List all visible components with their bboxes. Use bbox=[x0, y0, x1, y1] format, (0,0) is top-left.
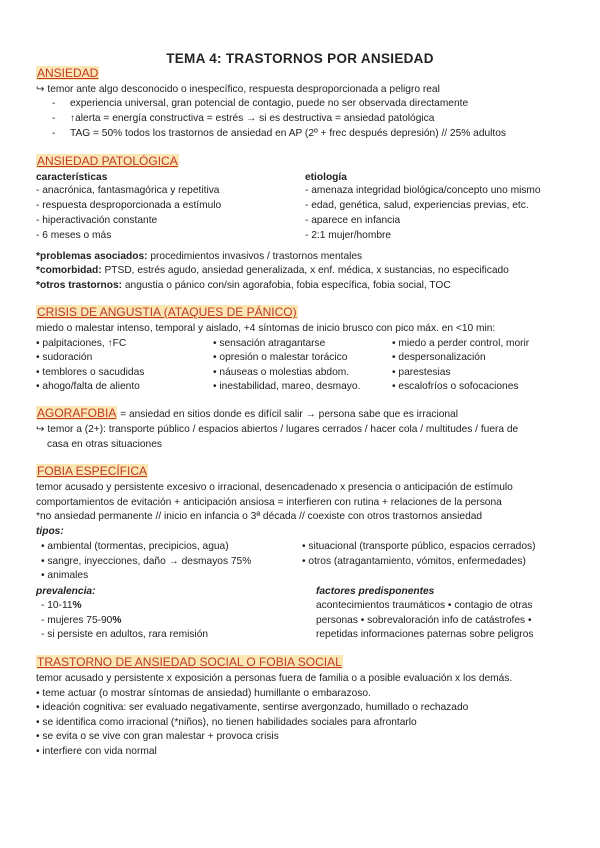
tipo-item: • animales bbox=[41, 570, 89, 581]
factores-line: repetidas informaciones paternas sobre peligros bbox=[316, 629, 534, 640]
ansiedad-bullet: ↑alerta = energía constructiva = estrés → si es destructiva = ansiedad patológica bbox=[70, 113, 435, 124]
dash-marker: - bbox=[52, 128, 56, 139]
ansiedad-bullet: experiencia universal, gran potencial de contagio, puede no ser observada directamente bbox=[70, 98, 469, 109]
dash-marker: - bbox=[52, 113, 56, 124]
social-line: • ideación cognitiva: ser evaluado negativamente, sentirse avergonzado, humillado o rechazado bbox=[36, 702, 469, 713]
symptom-item: • parestesias bbox=[392, 367, 451, 378]
prevalencia-item: - 10-11% bbox=[41, 600, 82, 611]
etiologia-item: - amenaza integridad biológica/concepto uno mismo bbox=[305, 185, 541, 196]
symptom-item: • miedo a perder control, morir bbox=[392, 338, 530, 349]
agorafobia-line: ↪ temor a (2+): transporte público / espacios abiertos / lugares cerrados / hacer cola / multitudes / fuera de bbox=[36, 424, 519, 435]
caracteristicas-item: - anacrónica, fantasmagórica y repetitiva bbox=[36, 185, 220, 196]
symptom-item: • ahogo/falta de aliento bbox=[36, 381, 140, 392]
symptom-item: • inestabilidad, mareo, desmayo. bbox=[213, 381, 361, 392]
tipo-item: • ambiental (tormentas, precipicios, agua) bbox=[41, 541, 229, 552]
dash-marker: - bbox=[52, 98, 56, 109]
symptom-item: • palpitaciones, ↑FC bbox=[36, 338, 127, 349]
symptom-item: • despersonalización bbox=[392, 352, 486, 363]
etiologia-title: etiología bbox=[305, 172, 347, 183]
prevalencia-item: - mujeres 75-90% bbox=[41, 615, 122, 626]
symptom-item: • opresión o malestar torácico bbox=[213, 352, 348, 363]
heading-ansiedad-patologica: ANSIEDAD PATOLÓGICA bbox=[37, 154, 178, 168]
note-comorbidad: *comorbidad: PTSD, estrés agudo, ansiedad generalizada, x enf. médica, x sustancias, no especificado bbox=[36, 265, 509, 276]
etiologia-item: - edad, genética, salud, experiencias previas, etc. bbox=[305, 200, 529, 211]
crisis-intro: miedo o malestar intenso, temporal y aislado, +4 síntomas de inicio brusco con pico máx. en <10 min: bbox=[36, 323, 496, 334]
heading-fobia-especifica: FOBIA ESPECÍFICA bbox=[37, 464, 148, 478]
prevalencia-item: - si persiste en adultos, rara remisión bbox=[41, 629, 209, 640]
note-otros: *otros trastornos: angustia o pánico con/sin agorafobia, fobia específica, fobia social, TOC bbox=[36, 280, 451, 291]
fobia-line: comportamientos de evitación + anticipación ansiosa = interfieren con rutina + relaciones de la persona bbox=[36, 497, 502, 508]
social-line: • interfiere con vida normal bbox=[36, 746, 157, 757]
etiologia-item: - 2:1 mujer/hombre bbox=[305, 230, 392, 241]
symptom-item: • escalofríos o sofocaciones bbox=[392, 381, 519, 392]
heading-ansiedad: ANSIEDAD bbox=[37, 66, 99, 80]
caracteristicas-title: características bbox=[36, 172, 108, 183]
caracteristicas-item: - respuesta desproporcionada a estímulo bbox=[36, 200, 222, 211]
tipos-label: tipos: bbox=[36, 526, 64, 537]
page-title: TEMA 4: TRASTORNOS POR ANSIEDAD bbox=[166, 51, 434, 66]
fobia-line: temor acusado y persistente excesivo o irracional, desencadenado x presencia o anticipación de estímulo bbox=[36, 482, 513, 493]
social-line: • se identifica como irracional (*niños), no tienen habilidades sociales para afrontarlo bbox=[36, 717, 417, 728]
tipo-item: • situacional (transporte público, espacios cerrados) bbox=[302, 541, 536, 552]
symptom-item: • sensación atragantarse bbox=[213, 338, 326, 349]
fobia-line: *no ansiedad permanente // inicio en infancia o 3ª década // coexiste con otros trastornos ansiedad bbox=[36, 511, 483, 522]
caracteristicas-item: - hiperactivación constante bbox=[36, 215, 158, 226]
social-line: • se evita o se vive con gran malestar + provoca crisis bbox=[36, 731, 279, 742]
symptom-item: • sudoración bbox=[36, 352, 93, 363]
tipo-item: • otros (atragantamiento, vómitos, enfermedades) bbox=[302, 556, 526, 567]
social-line: temor acusado y persistente x exposición a personas fuera de familia o a posible evaluación x los demás. bbox=[36, 673, 513, 684]
factores-line: personas • sobrevaloración info de catástrofes • bbox=[316, 615, 532, 626]
symptom-item: • temblores o sacudidas bbox=[36, 367, 145, 378]
agorafobia-heading-line: AGORAFOBIA = ansiedad en sitios donde es difícil salir → persona sabe que es irracional bbox=[37, 406, 458, 420]
agorafobia-line: casa en otras situaciones bbox=[47, 439, 162, 450]
prevalencia-label: prevalencia: bbox=[36, 586, 96, 597]
note-problemas: *problemas asociados: procedimientos invasivos / trastornos mentales bbox=[36, 251, 363, 262]
tipo-item: • sangre, inyecciones, daño → desmayos 75% bbox=[41, 556, 252, 567]
factores-label: factores predisponentes bbox=[316, 586, 435, 597]
caracteristicas-item: - 6 meses o más bbox=[36, 230, 112, 241]
heading-ansiedad-social: TRASTORNO DE ANSIEDAD SOCIAL O FOBIA SOCIAL bbox=[37, 655, 342, 669]
heading-crisis-angustia: CRISIS DE ANGUSTIA (ATAQUES DE PÁNICO) bbox=[37, 305, 297, 319]
symptom-item: • náuseas o molestias abdom. bbox=[213, 367, 350, 378]
ansiedad-intro: ↪ temor ante algo desconocido o inespecífico, respuesta desproporcionada a peligro real bbox=[36, 84, 440, 95]
social-line: • teme actuar (o mostrar síntomas de ansiedad) humillante o embarazoso. bbox=[36, 688, 371, 699]
factores-line: acontecimientos traumáticos • contagio de otras bbox=[316, 600, 533, 611]
ansiedad-bullet: TAG = 50% todos los trastornos de ansiedad en AP (2º + frec después depresión) // 25% adultos bbox=[70, 128, 507, 139]
etiologia-item: - aparece en infancia bbox=[305, 215, 401, 226]
